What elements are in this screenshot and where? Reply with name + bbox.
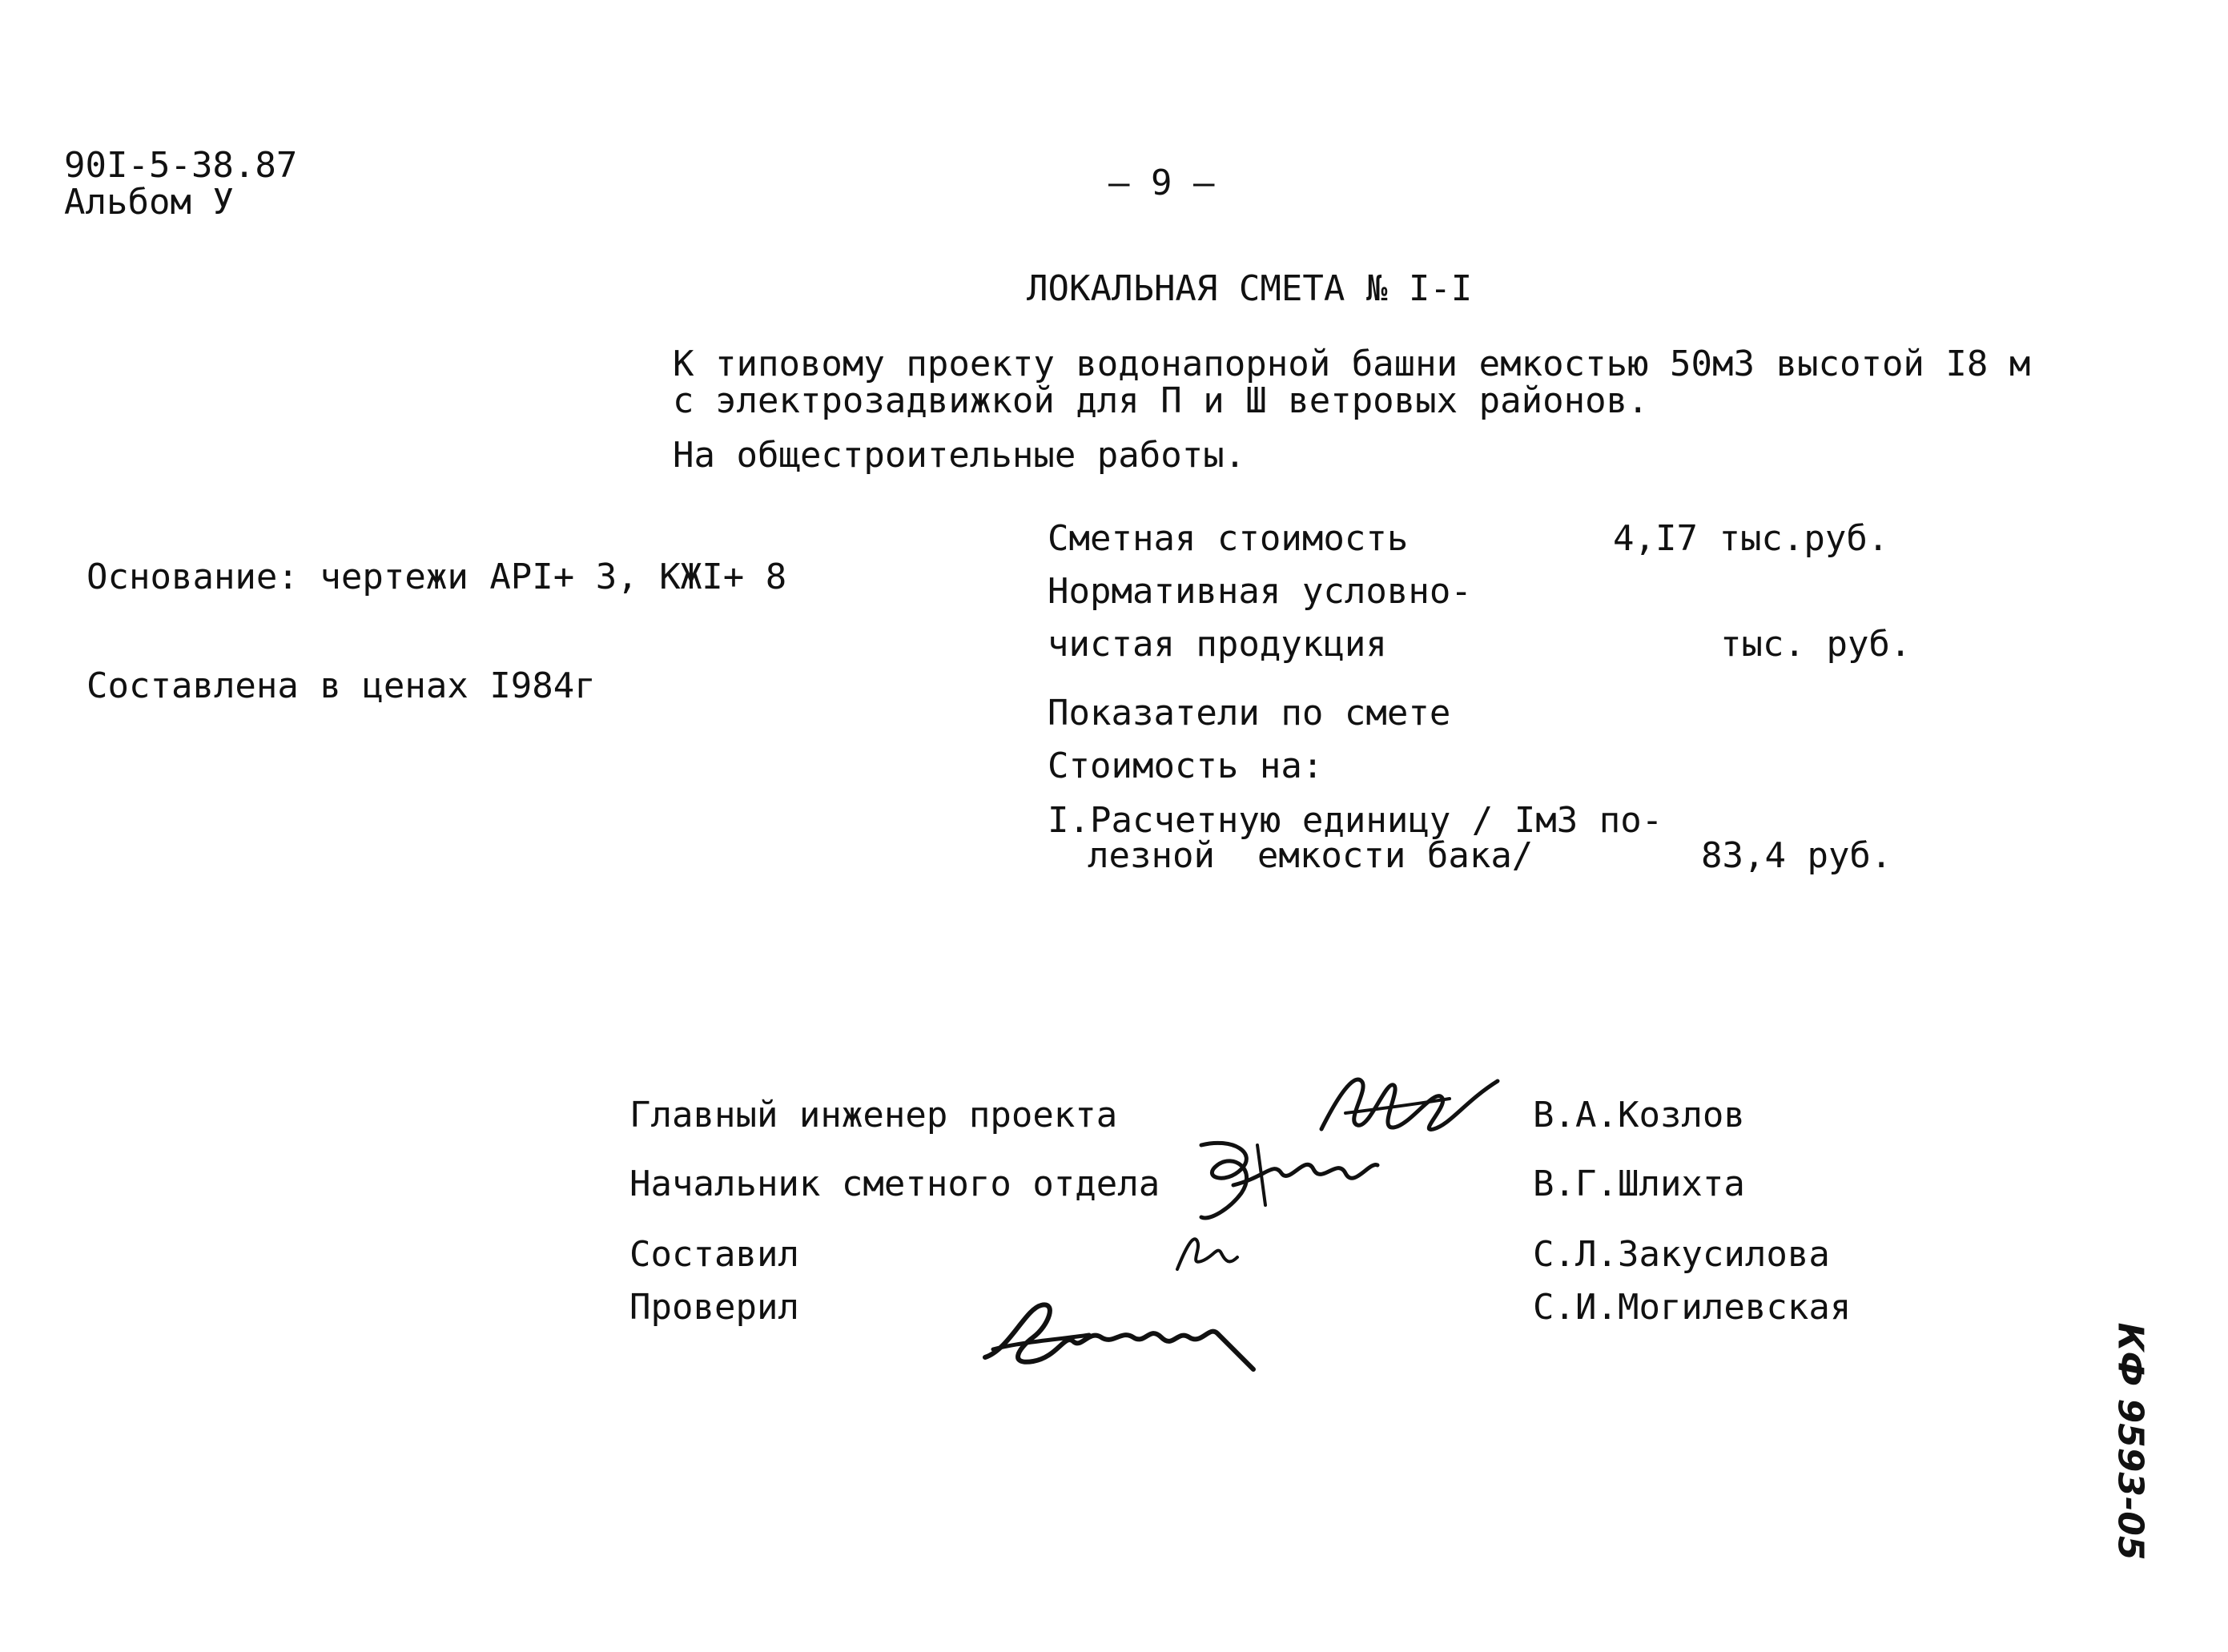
signature-role: Главный инженер проекта xyxy=(629,1095,1118,1135)
work-type: На общестроительные работы. xyxy=(673,435,1246,476)
signature-name: В.А.Козлов xyxy=(1533,1095,1745,1135)
indicators-heading: Показатели по смете xyxy=(1048,693,1451,734)
signature-role: Составил xyxy=(629,1234,799,1275)
price-basis-text: Составлена в ценах I984г xyxy=(86,665,596,706)
signature-role: Начальник сметного отдела xyxy=(629,1164,1160,1204)
signature-name: В.Г.Шлихта xyxy=(1533,1164,1745,1204)
signature-name: С.И.Могилевская xyxy=(1533,1287,1852,1328)
indicator-item-line-1: I.Расчетную единицу / IмЗ по- xyxy=(1048,800,1663,841)
normative-value: тыс. руб. xyxy=(1720,624,1912,665)
normative-label-2: чистая продукция xyxy=(1048,624,1387,665)
document-code: 90I-5-38.87 xyxy=(64,145,298,186)
page-number: – 9 – xyxy=(1108,163,1215,203)
estimate-title: ЛОКАЛЬНАЯ СМЕТА № I-I xyxy=(1027,268,1473,309)
archive-stamp-text: КФ 9593-05 xyxy=(2109,1322,2151,1561)
normative-label-1: Нормативная условно- xyxy=(1048,571,1472,612)
signature-estimate-head xyxy=(1185,1129,1385,1233)
signature-name: С.Л.Закусилова xyxy=(1533,1234,1830,1275)
album-label: Альбом У xyxy=(64,182,234,223)
signature-checker xyxy=(977,1293,1265,1381)
indicator-item-line-2: лезной емкости бака/ xyxy=(1088,835,1534,876)
signature-compiler xyxy=(1169,1225,1249,1281)
subject-line-1: К типовому проекту водонапорной башни емкостью 50мЗ высотой I8 м xyxy=(673,344,2031,384)
estimated-cost-value: 4,I7 тыс.руб. xyxy=(1613,518,1889,559)
subject-line-2: с электрозадвижкой для П и Ш ветровых районов. xyxy=(673,380,1649,421)
estimated-cost-label: Сметная стоимость xyxy=(1048,518,1409,559)
signature-role: Проверил xyxy=(629,1287,799,1328)
indicator-item-value: 83,4 руб. xyxy=(1701,835,1892,876)
basis-text: Основание: чертежи АРI+ 3, КЖI+ 8 xyxy=(86,557,787,597)
archive-stamp xyxy=(2098,1313,2162,1570)
cost-for-heading: Стоимость на: xyxy=(1048,746,1324,786)
